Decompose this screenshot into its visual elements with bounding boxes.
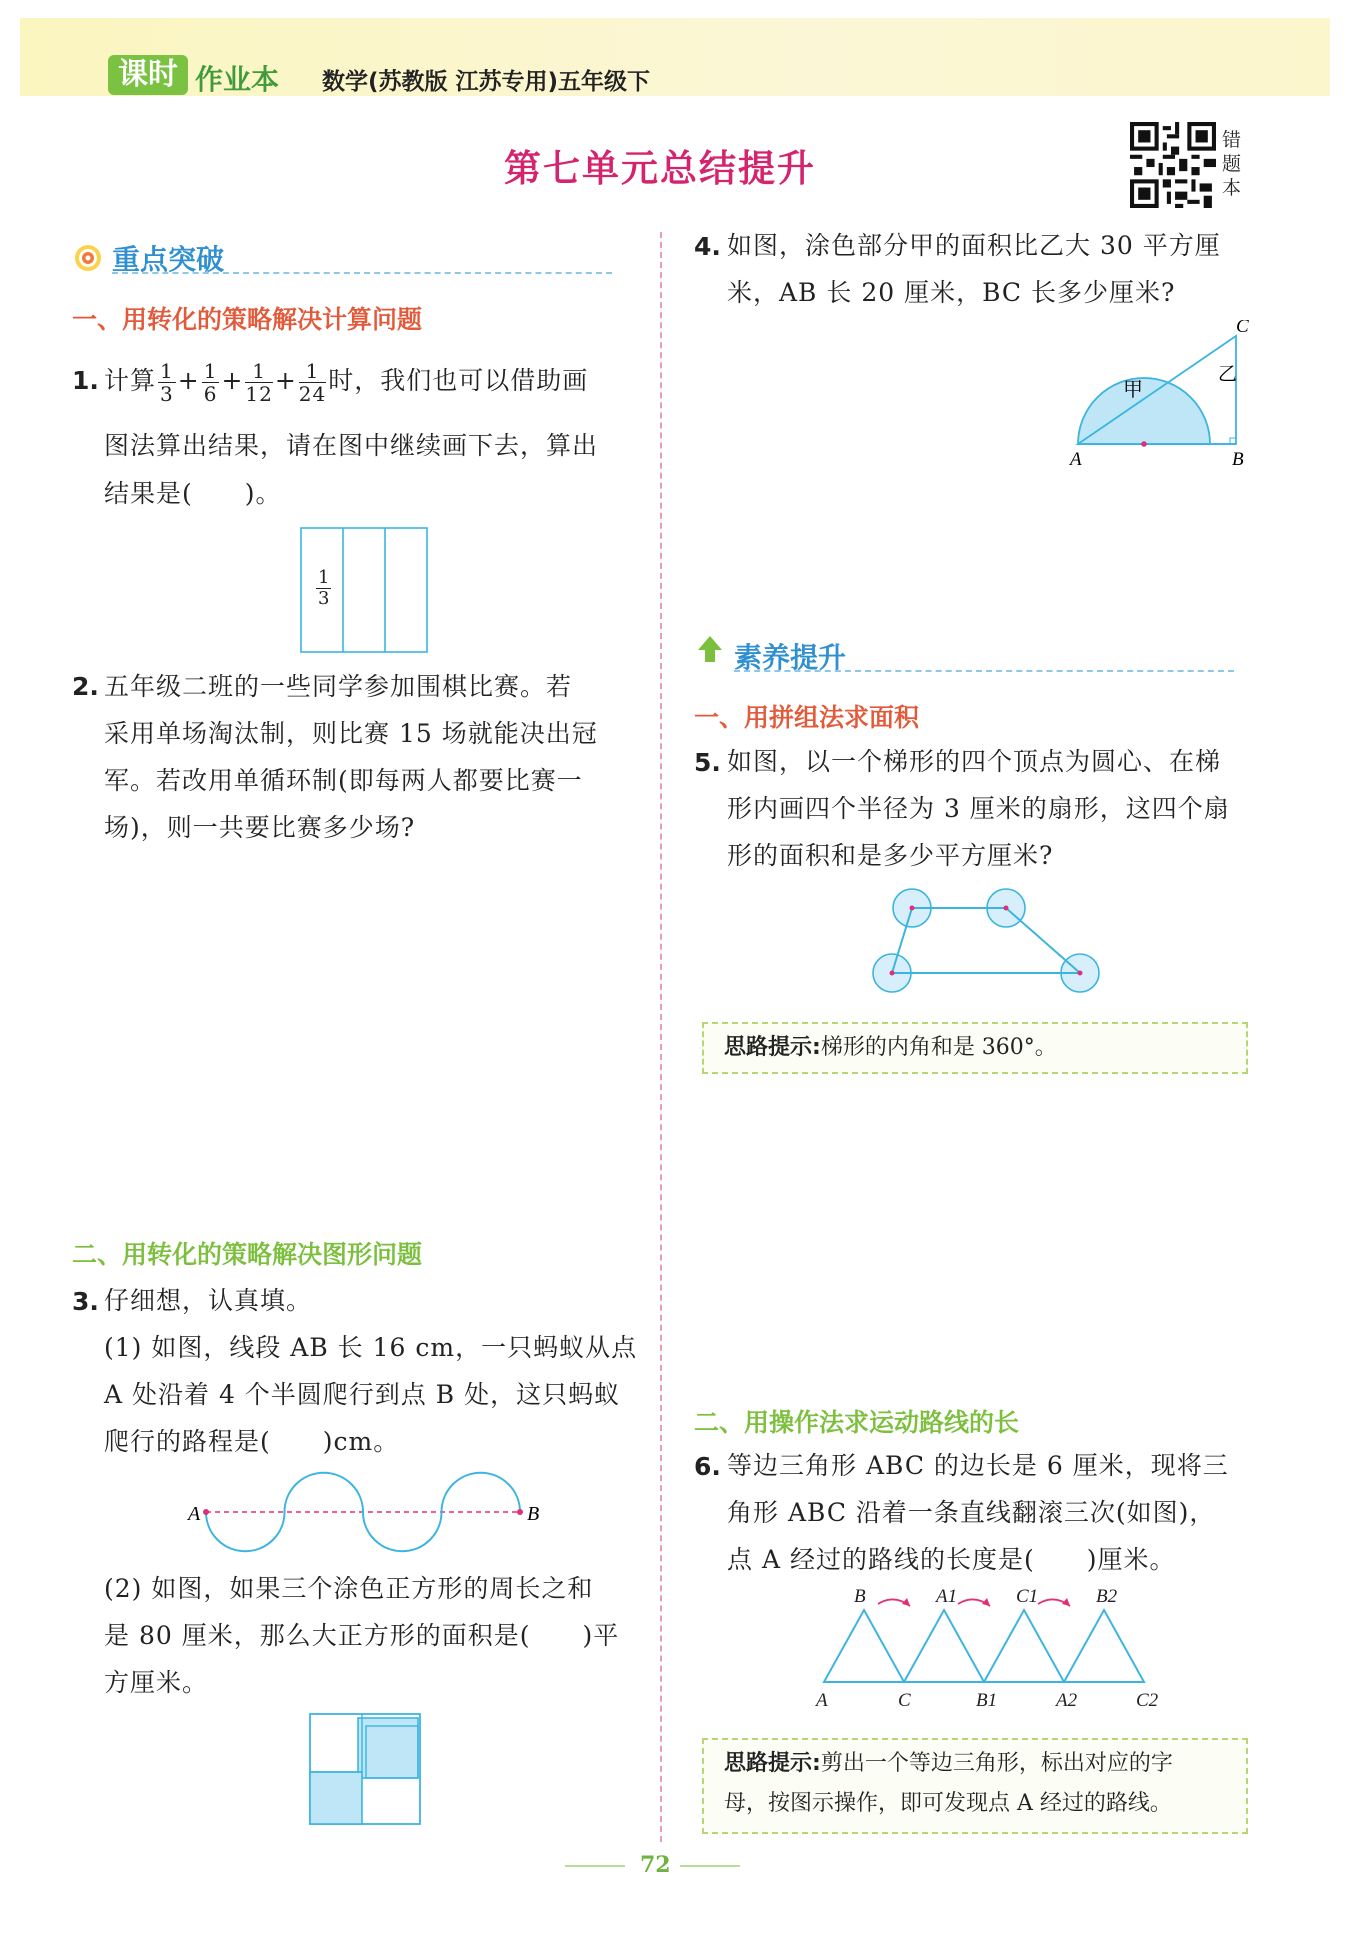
qr-label: 错题本 <box>1222 129 1242 199</box>
column-divider <box>660 232 662 1842</box>
q1-line2: 图法算出结果，请在图中继续画下去，算出 <box>104 431 599 460</box>
q4-number: 4. <box>694 232 721 261</box>
q2-text: 五年级二班的一些同学参加围棋比赛。若 采用单场淘汰制，则比赛 15 场就能决出冠 军。若改用单循环制(即每两人都要比赛一 场)，则一共要比赛多少场? <box>104 672 598 842</box>
fraction: $\frac{1}{12}$ <box>245 359 273 406</box>
q1-line3: 结果是( )。 <box>104 479 282 508</box>
q6-top-label: A1 <box>936 1586 958 1607</box>
q3-intro: 仔细想，认真填。 <box>104 1286 313 1315</box>
book-info: 数学(苏教版 江苏专用)五年级下 <box>322 69 651 95</box>
q5-trapezoid-diagram <box>866 880 1106 996</box>
q6-number: 6. <box>694 1452 721 1481</box>
q3-label-a: A <box>188 1503 201 1525</box>
q6-bottom-label: C <box>898 1690 911 1711</box>
q6-bottom-label: B1 <box>976 1690 998 1711</box>
q1-diagram-fraction: $\frac{1}{3}$ <box>318 567 330 609</box>
q3-part1: (1) 如图，线段 AB 长 16 cm，一只蚂蚁从点 A 处沿着 4 个半圆爬行到点 B 处，这只蚂蚁 爬行的路程是( )cm。 <box>104 1333 638 1456</box>
q3-label-b: B <box>527 1503 540 1525</box>
q3-semicircle-path <box>180 1465 550 1575</box>
q4-label-yi: 乙 <box>1218 364 1238 385</box>
q5-text: 如图，以一个梯形的四个顶点为圆心、在梯 形内画四个半径为 3 厘米的扇形，这四个扇 形的面积和是多少平方厘米? <box>727 747 1230 870</box>
section-rule <box>112 272 612 274</box>
q3-square-diagram <box>308 1712 424 1828</box>
q6-top-label: C1 <box>1016 1586 1039 1607</box>
page-number-rule-right <box>680 1865 740 1867</box>
page-number-rule-left <box>565 1865 625 1867</box>
q3-number: 3. <box>72 1287 99 1316</box>
q4-label-b: B <box>1232 449 1244 470</box>
q5-hint-box: 思路提示:梯形的内角和是 360°。 <box>702 1022 1248 1074</box>
page-number: 72 <box>640 1852 671 1878</box>
fraction: $\frac{1}{24}$ <box>298 359 327 406</box>
page-title: 第七单元总结提升 <box>504 147 816 190</box>
q1-number: 1. <box>72 366 99 395</box>
subheading-calc: 一、用转化的策略解决计算问题 <box>72 305 423 334</box>
q6-bottom-label: A2 <box>1056 1690 1078 1711</box>
subheading-area: 一、用拼组法求面积 <box>694 703 920 732</box>
qr-code-icon[interactable] <box>1130 122 1216 208</box>
q2-number: 2. <box>72 672 99 701</box>
q5-number: 5. <box>694 748 721 777</box>
q4-label-a: A <box>1070 449 1082 470</box>
q4-semicircle-triangle <box>1060 320 1260 470</box>
section-title-literacy: 素养提升 <box>734 641 847 674</box>
q6-bottom-label: A <box>816 1690 828 1711</box>
q4-text: 如图，涂色部分甲的面积比乙大 30 平方厘 米，AB 长 20 厘米，BC 长多少厘米? <box>727 231 1221 307</box>
q6-top-label: B2 <box>1096 1586 1118 1607</box>
fraction: $\frac{1}{3}$ <box>160 359 174 406</box>
brand-badge: 课时 <box>108 55 188 95</box>
q6-bottom-label: C2 <box>1136 1690 1159 1711</box>
q4-label-jia: 甲 <box>1123 379 1143 401</box>
q4-label-c: C <box>1236 320 1249 337</box>
subheading-path: 二、用操作法求运动路线的长 <box>694 1408 1020 1437</box>
q6-rolling-triangles <box>810 1582 1170 1712</box>
target-icon <box>74 244 102 272</box>
fraction: $\frac{1}{6}$ <box>203 359 218 406</box>
subheading-geometry: 二、用转化的策略解决图形问题 <box>72 1240 423 1269</box>
q6-top-label: B <box>854 1586 866 1607</box>
arrow-up-icon <box>696 634 724 664</box>
section-title-key-points: 重点突破 <box>112 243 225 276</box>
q1-line1: 计算 $\frac{1}{3}$ + $\frac{1}{6}$ + $\frac{1}{12}$ + $\frac{1}{24}$ 时，我们也可以借助画 <box>104 359 589 406</box>
section-rule <box>734 670 1234 672</box>
q6-hint-box: 思路提示:剪出一个等边三角形，标出对应的字 母，按图示操作，即可发现点 A 经过的路线。 <box>702 1738 1248 1834</box>
brand-name: 作业本 <box>195 63 280 96</box>
q6-text: 等边三角形 ABC 的边长是 6 厘米，现将三 角形 ABC 沿着一条直线翻滚三次(如图)， 点 A 经过的路线的长度是( )厘米。 <box>727 1451 1229 1574</box>
q3-part2: (2) 如图，如果三个涂色正方形的周长之和 是 80 厘米，那么大正方形的面积是( )平 方厘米。 <box>104 1574 620 1697</box>
